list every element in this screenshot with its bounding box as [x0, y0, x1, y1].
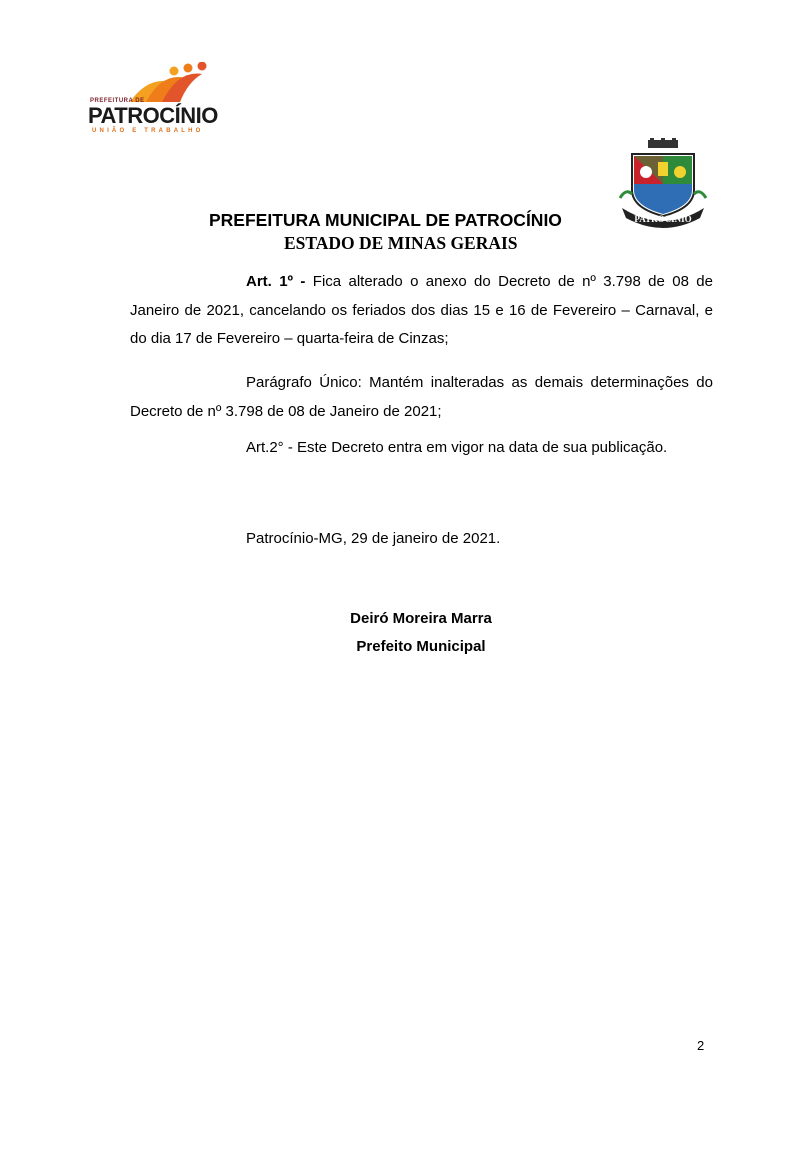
article-1-text: Fica alterado o anexo do Decreto de nº 3.798 de 08 de Janeiro de 2021, cancelando os feriados dos dias 15 e 16 de Fevereiro – Carnaval, e do dia 17 de Fevereiro – quarta-feira de Cinzas; [130, 273, 713, 347]
coat-of-arms-icon [618, 138, 708, 230]
logo-tagline: UNIÃO E TRABALHO [92, 128, 204, 134]
paragrafo-unico: Parágrafo Único: Mantém inalteradas as demais determinações do Decreto de nº 3.798 de 08 de Janeiro de 2021; [130, 374, 713, 420]
signatory-name: Deiró Moreira Marra [350, 610, 492, 627]
signatory-role: Prefeito Municipal [356, 638, 486, 655]
document-title: PREFEITURA MUNICIPAL DE PATROCÍNIO [209, 210, 562, 230]
article-1 [130, 268, 713, 354]
article-1-label: Art. 1º - [246, 273, 306, 290]
document-subtitle: ESTADO DE MINAS GERAIS [284, 233, 518, 253]
patrocinio-logo [88, 62, 218, 134]
date-line: Patrocínio-MG, 29 de janeiro de 2021. [246, 530, 501, 547]
logo-name: PATROCÍNIO [88, 103, 218, 128]
logo-small-text: PREFEITURA DE [90, 98, 145, 104]
page-number: 2 [697, 1038, 705, 1053]
article-2: Art.2° - Este Decreto entra em vigor na data de sua publicação. [246, 439, 668, 456]
crest-banner-text: PATROCÍNIO [634, 214, 692, 224]
